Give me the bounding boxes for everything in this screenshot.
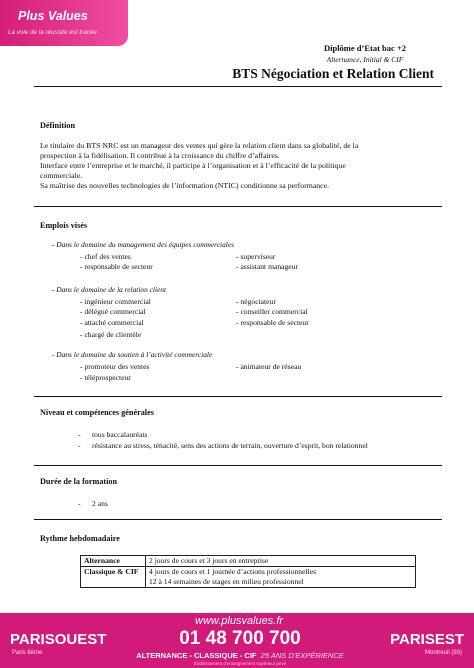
campus-est-location: Montreuil (93) bbox=[424, 650, 462, 656]
rythme-table bbox=[80, 555, 416, 588]
section-heading-rythme: Rythme hebdomadaire bbox=[40, 534, 120, 543]
list-dash: - bbox=[78, 441, 81, 450]
establishment-note: Établissement d’enseignement supérieur privé bbox=[193, 661, 287, 666]
job-item: - chef des ventes bbox=[80, 252, 131, 261]
campus-ouest-location: Paris 8ème bbox=[12, 650, 43, 656]
job-item: - chargé de clientèle bbox=[80, 330, 142, 339]
brand-name: Plus Values bbox=[18, 9, 88, 23]
brand-logo bbox=[0, 0, 128, 46]
list-dash: - bbox=[78, 430, 81, 439]
list-dash: - bbox=[78, 499, 81, 508]
website-link[interactable]: www.plusvalues.fr bbox=[195, 615, 284, 627]
section-heading-definition: Définition bbox=[40, 121, 76, 130]
duree-item: 2 ans bbox=[92, 499, 108, 508]
table-row bbox=[81, 556, 416, 567]
domain-title: - Dans le domaine du soutien à l’activité commerciale bbox=[52, 350, 213, 359]
job-item: - conseiller commercial bbox=[236, 307, 308, 316]
row-label: Alternance bbox=[81, 556, 146, 567]
diploma-level: Diplôme d’Etat bac +2 bbox=[323, 43, 407, 53]
definition-line: Sa maîtrise des nouvelles technologies de l’information (NTIC) conditionne sa performance. bbox=[40, 181, 330, 190]
phone-number[interactable]: 01 48 700 700 bbox=[179, 628, 301, 649]
niveau-item: résistance au stress, ténacité, sens des actions de terrain, ouverture d’esprit, bon relationnel bbox=[92, 441, 368, 450]
campus-paris-ouest: PARISOUEST bbox=[10, 631, 107, 648]
section-heading-duree: Durée de la formation bbox=[40, 477, 118, 486]
section-heading-emplois: Emplois visés bbox=[40, 221, 88, 230]
brand-tagline: La voie de la réussite est tracée bbox=[8, 29, 97, 36]
campus-paris-est: PARISEST bbox=[390, 631, 464, 648]
job-item: - animateur de réseau bbox=[236, 362, 302, 371]
niveau-item: tous baccalauréats bbox=[92, 430, 148, 439]
section-divider bbox=[34, 519, 442, 520]
definition-line: Le titulaire du BTS NRC est un manageur des ventes qui gère la relation client dans sa globalité, de la bbox=[40, 141, 359, 150]
definition-line: Interface entre l’entreprise et le marché, il participe à l’organisation et à l’efficacité de la politique bbox=[40, 161, 346, 170]
domain-title: - Dans le domaine de la relation client bbox=[52, 285, 167, 294]
job-item: - responsable de secteur bbox=[236, 318, 309, 327]
title-divider bbox=[34, 86, 442, 87]
job-item: - responsable de secteur bbox=[80, 262, 153, 271]
job-item: - promoteur des ventes bbox=[80, 362, 150, 371]
job-item: - négociateur bbox=[236, 297, 276, 306]
page-title: BTS Négociation et Relation Client bbox=[232, 66, 434, 81]
job-item: - téléprospecteur bbox=[80, 373, 131, 382]
job-item: - ingénieur commercial bbox=[80, 297, 151, 306]
section-divider bbox=[34, 465, 442, 466]
job-item: - délégué commercial bbox=[80, 307, 146, 316]
section-heading-niveau: Niveau et compétences générales bbox=[40, 408, 154, 417]
definition-line: prospection à la fidélisation. Il contribue à la croissance du chiffre d’affaires. bbox=[40, 151, 280, 160]
domain-title: - Dans le domaine du management des équipes commerciales bbox=[52, 240, 234, 249]
section-divider bbox=[34, 396, 442, 397]
job-item: - attaché commercial bbox=[80, 318, 144, 327]
definition-line: commerciale. bbox=[40, 171, 83, 180]
section-divider bbox=[34, 206, 442, 207]
row-value: 4 jours de cours et 1 journée d’actions professionnelles 12 à 14 semaines de stages en milieu professionnel bbox=[146, 567, 416, 588]
program-list: ALTERNANCE - CLASSIQUE - CIF 25 ANS D’EXPÉRIENCE bbox=[136, 651, 344, 660]
job-item: - assistant manageur bbox=[236, 262, 299, 271]
job-item: - superviseur bbox=[236, 252, 276, 261]
training-modes: Alternance, Initial & CIF bbox=[326, 55, 404, 64]
row-value: 2 jours de cours et 3 jours en entreprise bbox=[146, 556, 416, 567]
row-label: Classique & CIF bbox=[81, 567, 146, 588]
table-row bbox=[81, 567, 416, 588]
